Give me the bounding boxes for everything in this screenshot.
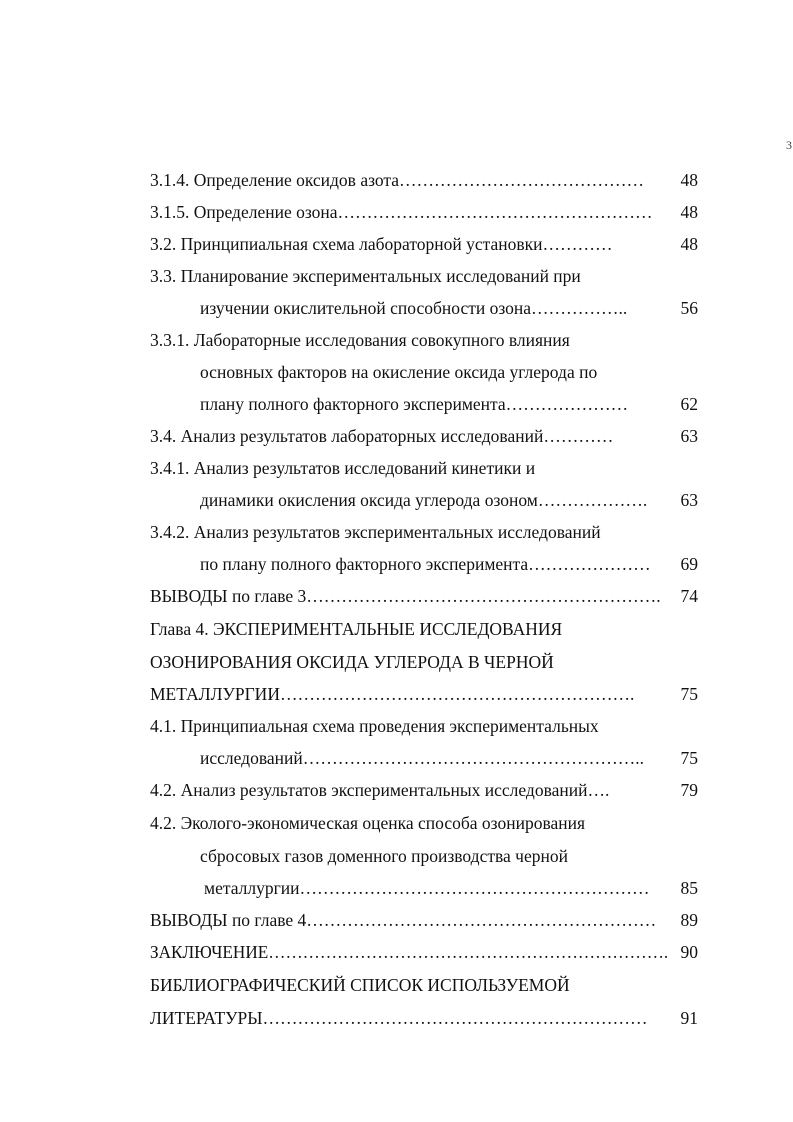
toc-entry-page: 89 — [680, 910, 698, 930]
toc-entry-text: Глава 4. ЭКСПЕРИМЕНТАЛЬНЫЕ ИССЛЕДОВАНИЯ — [150, 619, 563, 639]
toc-entry — [150, 261, 698, 291]
toc-entry-text: изучении окислительной способности озона…………….. — [200, 298, 628, 318]
toc-entry-page: 56 — [680, 298, 698, 318]
toc-entry — [150, 293, 698, 323]
toc-entry-page: 85 — [680, 878, 698, 898]
toc-entry-page: 63 — [680, 426, 698, 446]
toc-entry — [150, 614, 698, 644]
toc-entry — [150, 711, 698, 741]
toc-entry — [150, 325, 698, 355]
toc-entry-page: 48 — [680, 234, 698, 254]
toc-entry-page: 63 — [680, 490, 698, 510]
toc-entry-text: 4.2. Эколого-экономическая оценка способа озонирования — [150, 813, 586, 833]
toc-entry-page: 62 — [680, 394, 698, 414]
toc-entry-text: 3.3.1. Лабораторные исследования совокупного влияния — [150, 330, 570, 350]
toc-entry-text: динамики окисления оксида углерода озоном………………. — [200, 490, 648, 510]
toc-entry — [150, 679, 698, 709]
toc-entry-page: 74 — [680, 586, 698, 606]
toc-entry-text: ВЫВОДЫ по главе 4…………………………………………………… — [150, 910, 657, 930]
toc-entry — [150, 647, 698, 677]
toc-entry-text: по плану полного факторного эксперимента………………… — [200, 554, 651, 574]
toc-entry-page: 79 — [680, 780, 698, 800]
toc-entry-text: исследований………………………………………………….. — [200, 748, 644, 768]
toc-entry — [150, 1003, 698, 1033]
toc-entry — [150, 905, 698, 935]
toc-entry-page: 91 — [680, 1008, 698, 1028]
toc-entry — [150, 937, 698, 967]
toc-entry-text: 3.1.4. Определение оксидов азота…………………………………… — [150, 170, 645, 190]
toc-entry-page: 48 — [680, 170, 698, 190]
toc-entry — [150, 165, 698, 195]
toc-entry-page: 90 — [680, 942, 698, 962]
toc-entry — [150, 229, 698, 259]
toc-entry-text: 4.1. Принципиальная схема проведения экспериментальных — [150, 716, 599, 736]
toc-entry — [150, 453, 698, 483]
toc-entry — [150, 808, 698, 838]
toc-entry-text: 4.2. Анализ результатов экспериментальных исследований…. — [150, 780, 610, 800]
toc-entry-text: 3.4.2. Анализ результатов экспериментальных исследований — [150, 522, 601, 542]
toc-entry-text: МЕТАЛЛУРГИИ……………………………………………………. — [150, 684, 635, 704]
toc-entry-page: 75 — [680, 684, 698, 704]
toc-entry — [150, 357, 698, 387]
toc-entry — [150, 970, 698, 1000]
toc-entry-page: 48 — [680, 202, 698, 222]
toc-entry — [150, 775, 698, 805]
toc-entry-text: БИБЛИОГРАФИЧЕСКИЙ СПИСОК ИСПОЛЬЗУЕМОЙ — [150, 975, 570, 995]
toc-entry — [150, 873, 698, 903]
toc-entry — [150, 389, 698, 419]
toc-entry-text: ОЗОНИРОВАНИЯ ОКСИДА УГЛЕРОДА В ЧЕРНОЙ — [150, 652, 554, 672]
toc-entry — [150, 581, 698, 611]
toc-entry-text: металлургии…………………………………………………… — [204, 878, 650, 898]
toc-entry — [150, 549, 698, 579]
toc-entry-page: 69 — [680, 554, 698, 574]
toc-entry — [150, 841, 698, 871]
toc-entry — [150, 485, 698, 515]
toc-entry-text: 3.1.5. Определение озона……………………………………………… — [150, 202, 653, 222]
toc-entry-text: основных факторов на окисление оксида углерода по — [200, 362, 598, 382]
toc-entry-text: 3.2. Принципиальная схема лабораторной установки………… — [150, 234, 613, 254]
toc-entry-text: 3.4. Анализ результатов лабораторных исследований………… — [150, 426, 614, 446]
toc-entry-text: 3.4.1. Анализ результатов исследований кинетики и — [150, 458, 536, 478]
toc-entry-text: сбросовых газов доменного производства черной — [200, 846, 568, 866]
toc-entry — [150, 743, 698, 773]
toc-entry-text: 3.3. Планирование экспериментальных исследований при — [150, 266, 581, 286]
toc-entry-text: ЗАКЛЮЧЕНИЕ……………………………………………………………. — [150, 942, 669, 962]
toc-entry — [150, 517, 698, 547]
toc-entry-text: плану полного факторного эксперимента………………… — [200, 394, 629, 414]
toc-entry-text: ЛИТЕРАТУРЫ………………………………………………………… — [150, 1008, 648, 1028]
toc-entry — [150, 197, 698, 227]
toc-entry-text: ВЫВОДЫ по главе 3……………………………………………………. — [150, 586, 661, 606]
toc-entry-page: 75 — [680, 748, 698, 768]
page-number: 3 — [786, 138, 792, 152]
toc-entry — [150, 421, 698, 451]
